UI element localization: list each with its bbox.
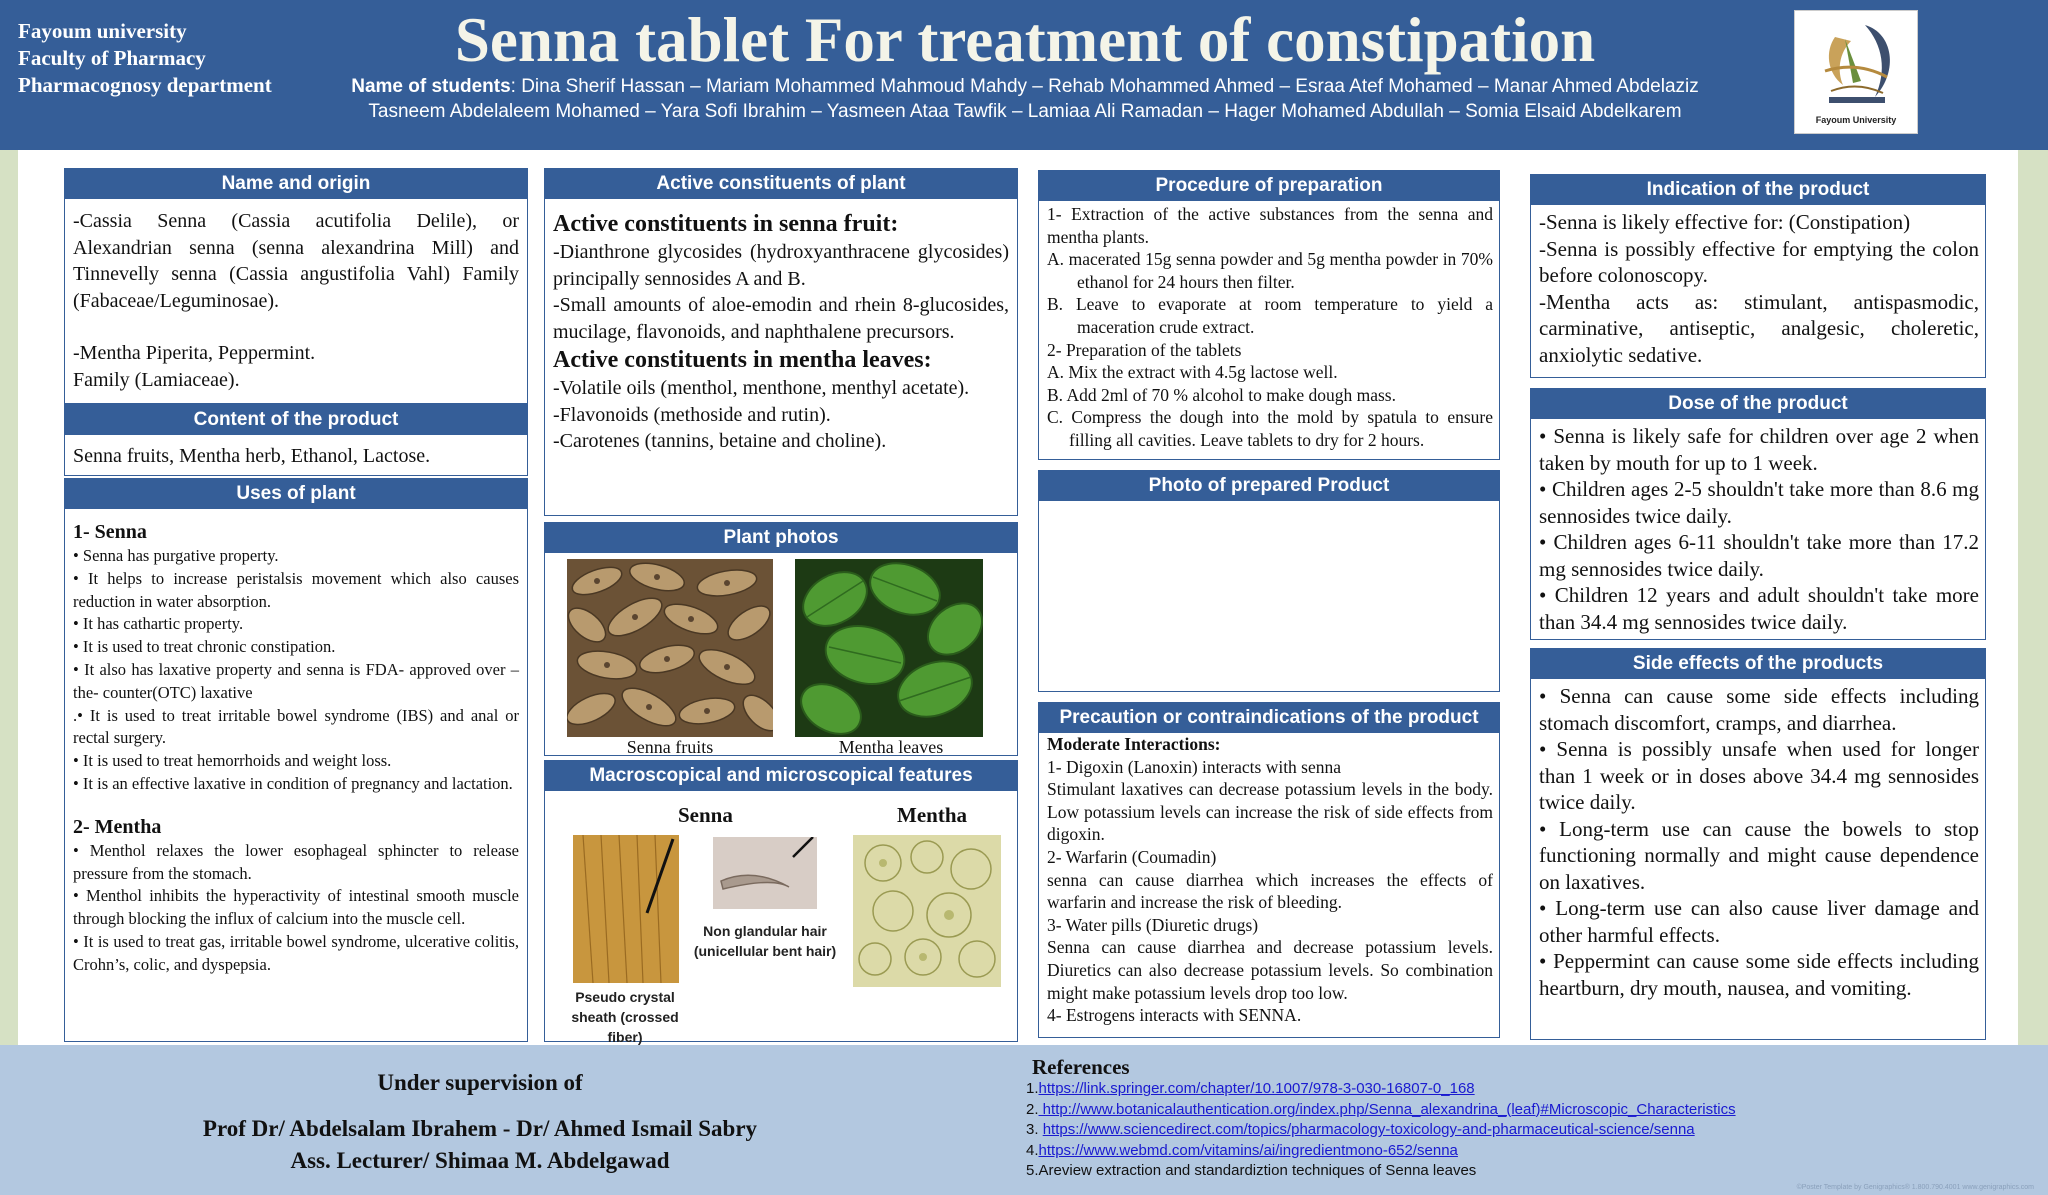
mentha-microscopy-photo [853, 835, 1001, 987]
name-origin-cassia: -Cassia Senna (Cassia acutifolia Delile), or Alexandrian senna (senna alexandrina Mill) and Tinnevelly senna (Cassia angustifolia Vahl) Family (Fabaceae/Leguminosae). [73, 210, 519, 312]
uses-mentha-item: • Menthol inhibits the hyperactivity of intestinal smooth muscle through blocking the influx of calcium into the muscle cell. [73, 886, 519, 929]
name-origin-family: Family (Lamiaceae). [73, 368, 240, 391]
side-effect-line: • Long-term use can cause the bowels to stop functioning normally and might cause dependence on laxatives. [1539, 816, 1979, 894]
crystal-sheath-caption: Pseudo crystal sheath (crossed fiber) [571, 989, 679, 1045]
poster-footer [0, 1045, 2048, 1195]
photo-product-panel [1038, 470, 1500, 692]
uses-mentha-item: • Menthol relaxes the lower esophageal sphincter to release pressure from the stomach. [73, 840, 519, 883]
side-effects-heading: Side effects of the products [1531, 649, 1985, 679]
procedure-heading: Procedure of preparation [1039, 171, 1499, 201]
dose-line: • Children 12 years and adult shouldn't take more than 34.4 mg sennosides twice daily. [1539, 583, 1979, 634]
macro-mentha-label: Mentha [897, 803, 967, 827]
name-origin-panel [64, 168, 528, 404]
content-product-text: Senna fruits, Mentha herb, Ethanol, Lactose. [73, 445, 431, 467]
university-block [18, 18, 272, 99]
side-effect-line: • Senna can cause some side effects including stomach discomfort, cramps, and diarrhea. [1539, 684, 1979, 735]
uses-senna-item: • It is an effective laxative in condition of pregnancy and lactation. [73, 773, 513, 793]
active-mentha-title: Active constituents in mentha leaves: [553, 347, 932, 373]
poster-header [0, 0, 2048, 150]
active-senna-title: Active constituents in senna fruit: [553, 211, 899, 237]
procedure-line: A. Mix the extract with 4.5g lactose well. [1047, 362, 1338, 383]
students-label: Name of students [351, 76, 511, 97]
reference-text: Areview extraction and standardiztion techniques of Senna leaves [1038, 1162, 1477, 1179]
reference-number: 1. [1026, 1080, 1039, 1097]
side-effect-line: • Senna is possibly unsafe when used for longer than 1 week or in doses above 34.4 mg sennosides twice daily. [1539, 737, 1979, 814]
procedure-panel [1038, 170, 1500, 460]
dose-line: • Children ages 6-11 shouldn't take more than 17.2 mg sennosides twice daily. [1539, 530, 1979, 581]
precaution-line: 4- Estrogens interacts with SENNA. [1047, 1005, 1302, 1026]
uses-senna-item: • It is used to treat chronic constipation. [73, 637, 336, 657]
macro-panel [544, 760, 1018, 1045]
dose-line: • Children ages 2-5 shouldn't take more than 8.6 mg sennosides twice daily. [1539, 477, 1979, 528]
reference-number: 5. [1026, 1162, 1039, 1179]
senna-fruits-caption: Senna fruits [626, 737, 714, 757]
indication-line: -Mentha acts as: stimulant, antispasmodic, carminative, antiseptic, analgesic, choleretic, anxiolytic sedative. [1539, 289, 1979, 367]
mentha-leaves-photo [795, 559, 983, 737]
reference-number: 4. [1026, 1141, 1039, 1159]
side-effects-panel [1530, 648, 1986, 1040]
dose-panel [1530, 388, 1986, 640]
uses-senna-item: • It has cathartic property. [73, 614, 244, 634]
uses-senna-item: .• It is used to treat irritable bowel syndrome (IBS) and anal or rectal surgery. [73, 705, 519, 748]
faculty-line: Faculty of Pharmacy [18, 46, 206, 70]
reference-link[interactable]: https://www.webmd.com/vitamins/ai/ingredientmono-652/senna [1038, 1141, 1458, 1159]
uses-senna-item: • It also has laxative property and senna is FDA- approved over –the- counter(OTC) laxative [73, 659, 519, 702]
dose-heading: Dose of the product [1531, 389, 1985, 419]
macro-heading: Macroscopical and microscopical features [545, 761, 1017, 791]
reference-number: 2. [1026, 1100, 1039, 1118]
reference-link[interactable]: https://www.sciencedirect.com/topics/pharmacology-toxicology-and-pharmaceutical-science/senna [1042, 1121, 1695, 1138]
supervisors-professors: Prof Dr/ Abdelsalam Ibrahem - Dr/ Ahmed Ismail Sabry [202, 1116, 758, 1141]
precaution-title: Moderate Interactions: [1047, 734, 1221, 754]
uses-content [73, 519, 519, 977]
uses-mentha-title: 2- Mentha [73, 815, 162, 838]
supervision-label: Under supervision of [377, 1070, 583, 1095]
dose-content [1539, 423, 1979, 635]
supervisor-lecturer: Ass. Lecturer/ Shimaa M. Abdelgawad [290, 1148, 670, 1173]
active-mentha-item: -Carotenes (tannins, betaine and choline). [553, 430, 887, 452]
university-line: Fayoum university [18, 19, 187, 43]
dose-line: • Senna is likely safe for children over age 2 when taken by mouth for up to 1 week. [1539, 424, 1979, 475]
mentha-leaves-caption: Mentha leaves [838, 737, 944, 757]
uses-senna-item: • Senna has purgative property. [73, 546, 279, 565]
name-origin-content [73, 208, 519, 393]
precaution-line: Senna can cause diarrhea and decrease potassium levels. Diuretics can also decrease potassium levels. So combination might make potassium levels drop too low. [1047, 937, 1493, 1003]
precaution-panel [1038, 702, 1500, 1038]
active-senna-item: -Dianthrone glycosides (hydroxyanthracene glycosides) principally sennosides A and B. [553, 241, 1009, 290]
reference-link[interactable]: http://www.botanicalauthentication.org/index.php/Senna_alexandrina_(leaf)#Microscopic_Characteristics [1038, 1100, 1736, 1118]
precaution-line: 3- Water pills (Diuretic drugs) [1047, 914, 1259, 935]
reference-item [1026, 1120, 1736, 1141]
name-origin-mentha: -Mentha Piperita, Peppermint. [73, 342, 316, 364]
side-effect-line: • Long-term use can also cause liver damage and other harmful effects. [1539, 896, 1979, 947]
uses-senna-item: • It helps to increase peristalsis movement which also causes reduction in water absorption. [73, 568, 519, 611]
indication-heading: Indication of the product [1531, 175, 1985, 205]
photo-product-heading: Photo of prepared Product [1039, 471, 1499, 501]
side-effects-content [1539, 683, 1979, 1001]
name-origin-heading: Name and origin [65, 169, 527, 199]
reference-item [1026, 1161, 1736, 1182]
precaution-heading: Precaution or contraindications of the product [1039, 703, 1499, 733]
supervision-block [140, 1067, 820, 1177]
students-line-2: Tasneem Abdelaleem Mohamed – Yara Sofi Ibrahim – Yasmeen Ataa Tawfik – Lamiaa Ali Ramadan – Hager Mohamed Abdullah – Somia Elsaid Abdelkarem [368, 101, 1682, 122]
precaution-line: Stimulant laxatives can decrease potassium levels in the body. Low potassium levels can increase the risk of side effects from digoxin. [1047, 779, 1493, 845]
poster-title: Senna tablet For treatment of constipation [454, 5, 1596, 75]
procedure-content [1047, 203, 1493, 452]
active-content [553, 209, 1009, 455]
precaution-line: 1- Digoxin (Lanoxin) interacts with senna [1047, 756, 1342, 777]
uses-senna-item: • It is used to treat hemorrhoids and weight loss. [73, 751, 392, 771]
precaution-line: 2- Warfarin (Coumadin) [1047, 846, 1217, 867]
references-title: References [1032, 1055, 1130, 1079]
uses-mentha-item: • It is used to treat gas, irritable bowel syndrome, ulcerative colitis, Crohn’s, colic, and dyspepsia. [73, 931, 519, 974]
macro-senna-label: Senna [678, 803, 733, 827]
active-senna-item: -Small amounts of aloe-emodin and rhein 8-glucosides, mucilage, flavonoids, and naphthalene precursors. [553, 294, 1009, 343]
procedure-line: B. Leave to evaporate at room temperature to yield a maceration crude extract. [1047, 294, 1493, 337]
indication-line: -Senna is possibly effective for emptying the colon before colonoscopy. [1539, 236, 1979, 287]
active-mentha-item: -Flavonoids (methoside and rutin). [553, 403, 831, 426]
plant-photos-heading: Plant photos [545, 523, 1017, 553]
students-block [300, 74, 1750, 124]
procedure-line: 1- Extraction of the active substances from the senna and mentha plants. [1047, 204, 1493, 247]
non-glandular-hair-caption: Non glandular hair (unicellular bent hair) [693, 923, 837, 959]
template-credit: ©Poster Template by Genigraphics® 1.800.790.4001 www.genigraphics.com [1796, 1184, 2034, 1191]
students-line-1: : Dina Sherif Hassan – Mariam Mohammed Mahmoud Mahdy – Rehab Mohammed Ahmed – Esraa Atef Mohamed – Manar Ahmed Abdelaziz [510, 76, 1699, 97]
content-product-panel [64, 404, 528, 476]
senna-fruits-photo [567, 559, 773, 737]
precaution-line: senna can cause diarrhea which increases the effects of warfarin and increase the risk of bleeding. [1047, 869, 1493, 913]
reference-item [1026, 1100, 1736, 1121]
reference-number: 3. [1026, 1121, 1039, 1138]
active-panel [544, 168, 1018, 516]
uses-panel [64, 478, 528, 1042]
reference-link[interactable]: https://link.springer.com/chapter/10.1007/978-3-030-16807-0_168 [1038, 1080, 1475, 1097]
indication-line: -Senna is likely effective for: (Constipation) [1539, 210, 1911, 234]
reference-item [1026, 1079, 1736, 1100]
plant-photos-panel [544, 522, 1018, 756]
procedure-line: C. Compress the dough into the mold by spatula to ensure filling all cavities. Leave tablets to dry for 2 hours. [1047, 407, 1493, 450]
side-effect-line: • Peppermint can cause some side effects including heartburn, dry mouth, nausea, and vomiting. [1539, 949, 1979, 1000]
university-logo [1794, 10, 1918, 134]
procedure-line: A. macerated 15g senna powder and 5g mentha powder in 70% ethanol for 24 hours then filter. [1047, 249, 1493, 292]
crystal-sheath-photo [573, 835, 679, 983]
department-line: Pharmacognosy department [18, 73, 272, 97]
logo-caption: Fayoum University [1815, 115, 1897, 125]
uses-senna-title: 1- Senna [73, 521, 147, 543]
content-product-heading: Content of the product [65, 405, 527, 435]
reference-item [1026, 1141, 1736, 1162]
references-list [1026, 1079, 1736, 1182]
indication-content [1539, 209, 1979, 368]
active-mentha-item: -Volatile oils (menthol, menthone, menthyl acetate). [553, 377, 970, 399]
active-heading: Active constituents of plant [545, 169, 1017, 199]
procedure-line: 2- Preparation of the tablets [1047, 339, 1242, 360]
indication-panel [1530, 174, 1986, 378]
uses-heading: Uses of plant [65, 479, 527, 509]
precaution-content [1047, 733, 1493, 1027]
procedure-line: B. Add 2ml of 70 % alcohol to make dough mass. [1047, 384, 1396, 405]
non-glandular-hair-photo [713, 837, 817, 909]
